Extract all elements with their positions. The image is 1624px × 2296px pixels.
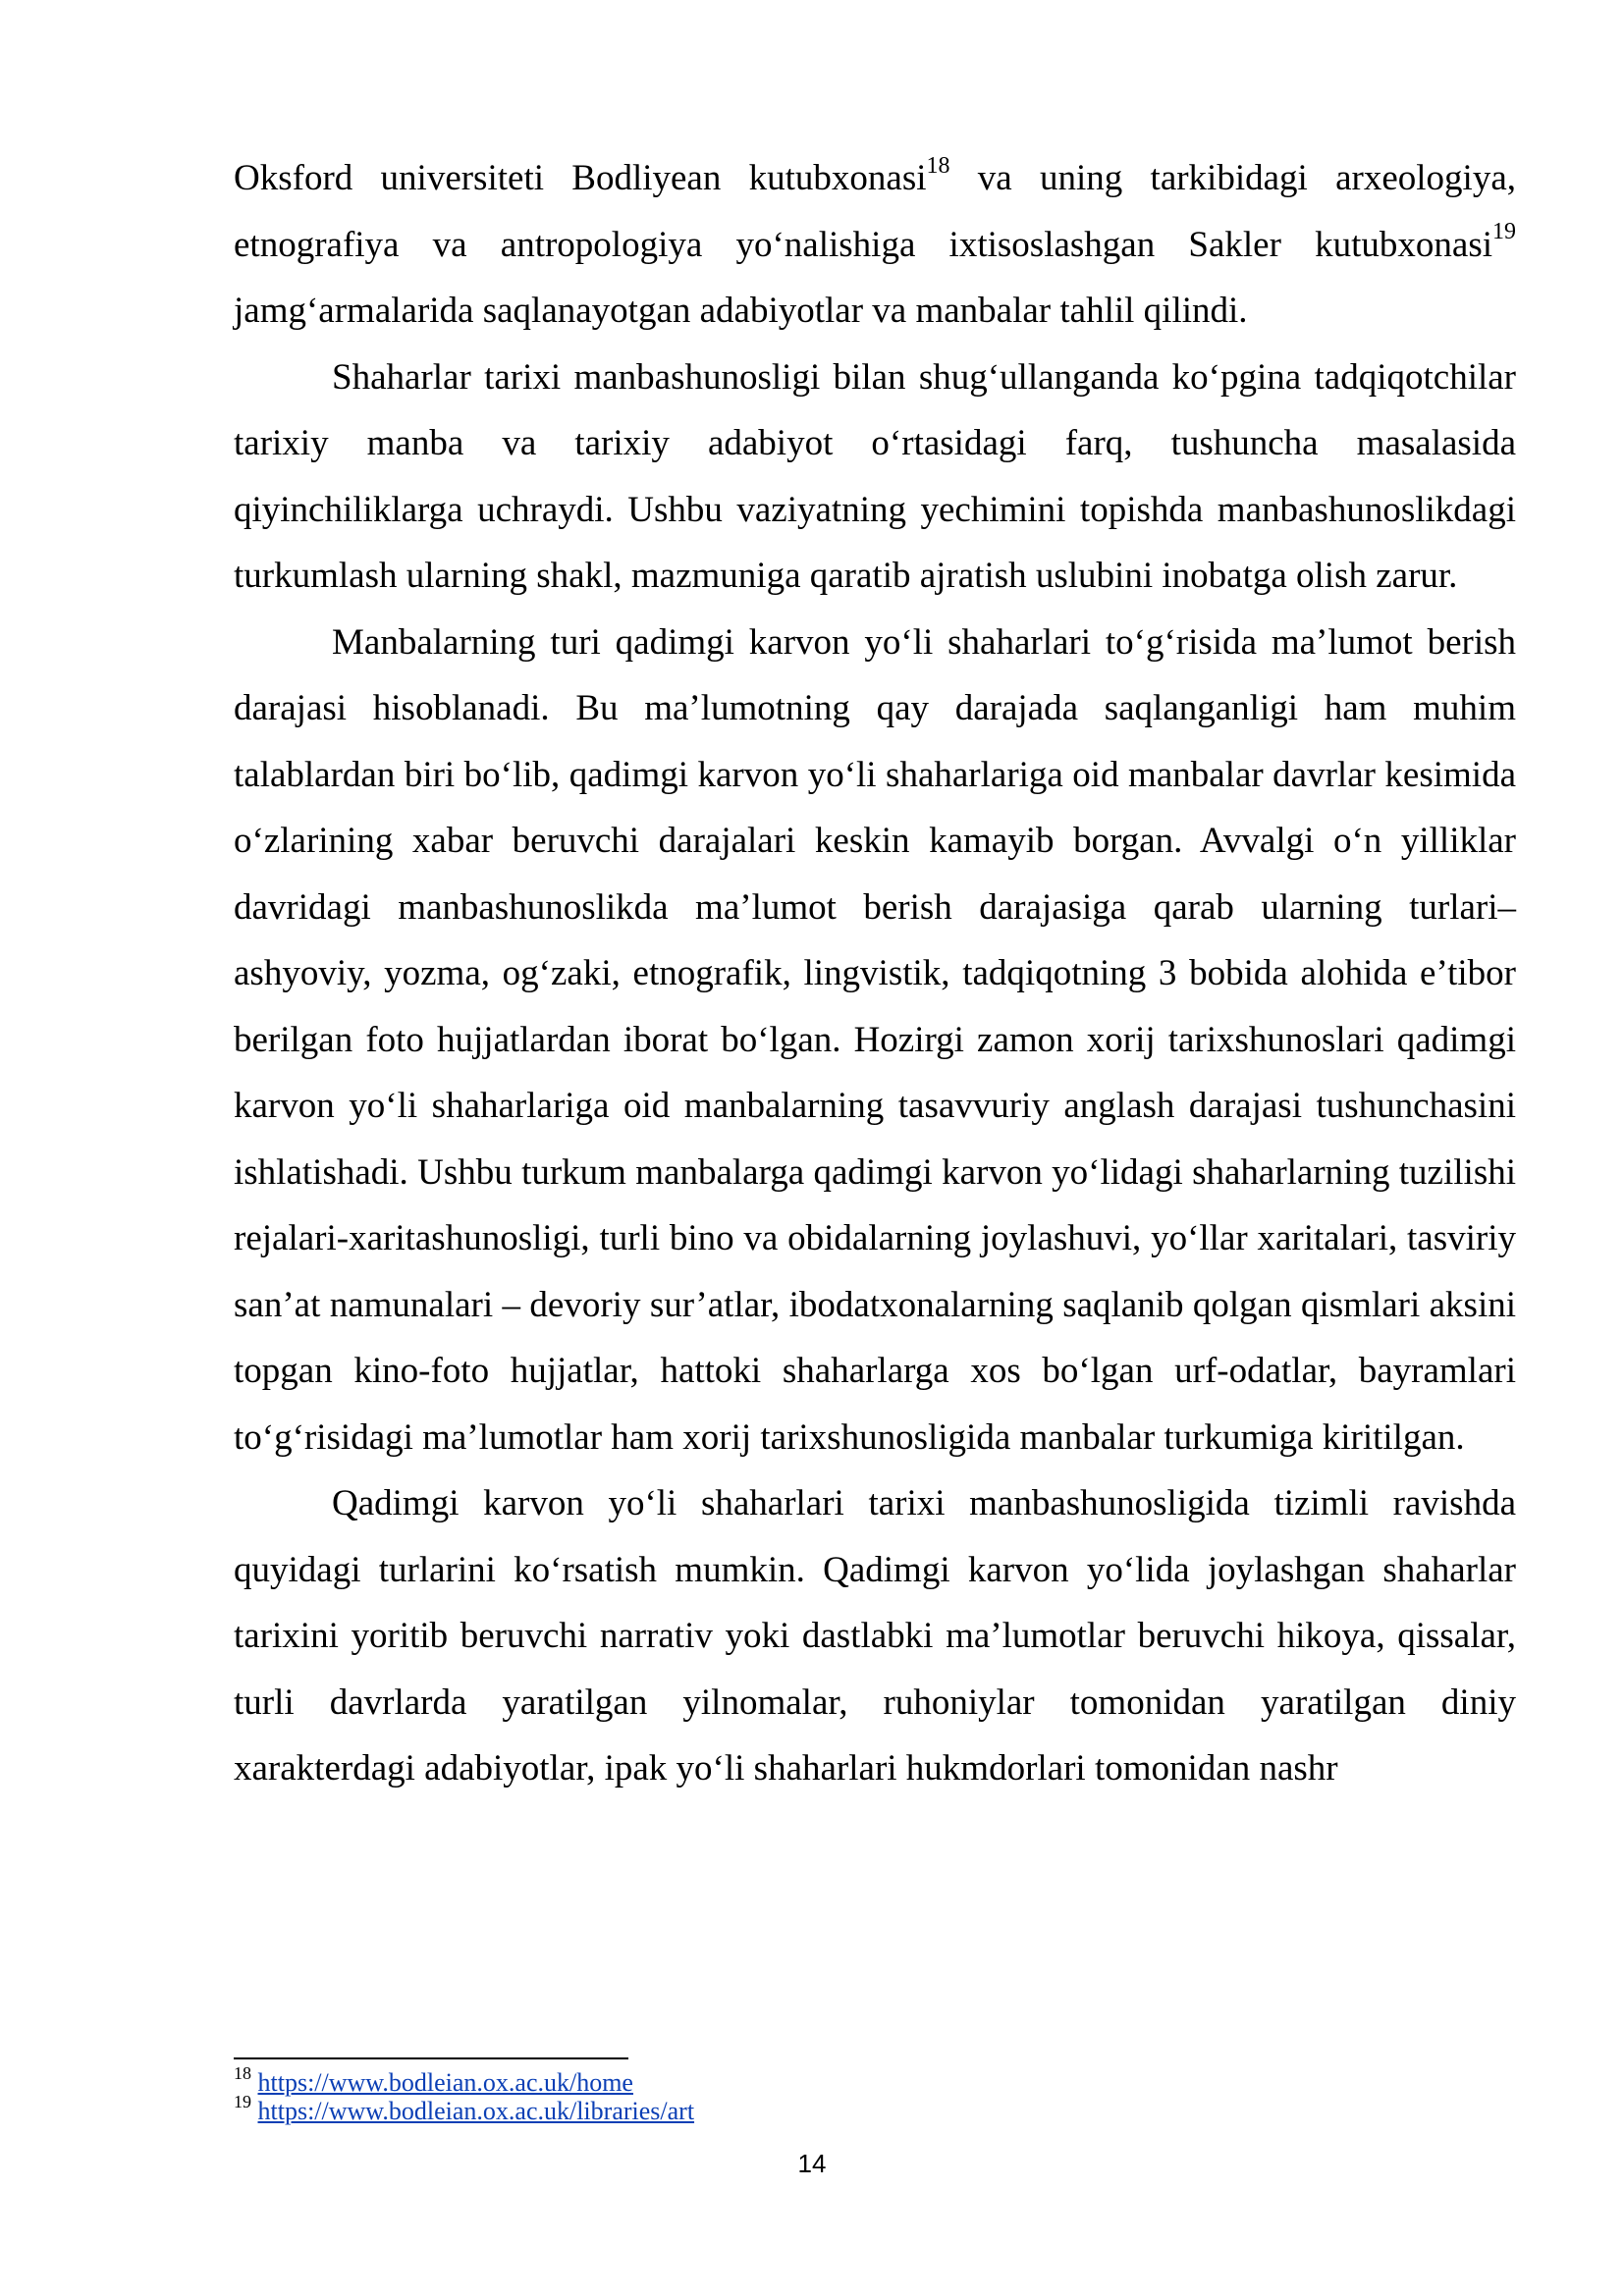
- paragraph-1-text-c: jamg‘armalarida saqlanayotgan adabiyotlar va manbalar tahlil qilindi.: [234, 291, 1248, 331]
- paragraph-3: Manbalarning turi qadimgi karvon yo‘li shaharlari to‘g‘risida ma’lumot berish darajasi hisoblanadi. Bu ma’lumotning qay darajada saqlanganligi ham muhim talablardan biri bo‘lib, qadimgi karvon yo‘li shaharlariga oid manbalar davrlar kesimida o‘zlarining xabar beruvchi darajalari keskin kamayib borgan. Avvalgi o‘n yilliklar davridagi manbashunoslikda ma’lumot berish darajasiga qarab ularning turlari– ashyoviy, yozma, og‘zaki, etnografik, lingvistik, tadqiqotning 3 bobida alohida e’tibor berilgan foto hujjatlardan iborat bo‘lgan. Hozirgi zamon xorij tarixshunoslari qadimgi karvon yo‘li shaharlariga oid manbalarning tasavvuriy anglash darajasi tushunchasini ishlatishadi. Ushbu turkum manbalarga qadimgi karvon yo‘lidagi shaharlarning tuzilishi rejalari-xaritashunosligi, turli bino va obidalarning joylashuvi, yo‘llar xaritalari, tasviriy san’at namunalari – devoriy sur’atlar, ibodatxonalarning saqlanib qolgan qismlari aksini topgan kino-foto hujjatlar, hattoki shaharlarga xos bo‘lgan urf-odatlar, bayramlari to‘g‘risidagi ma’lumotlar ham xorij tarixshunosligida manbalar turkumiga kiritilgan.: [234, 621, 1516, 1458]
- paragraph-1: [234, 145, 1516, 345]
- footnote-ref-19[interactable]: 19: [1492, 219, 1516, 245]
- footnote-number: 18: [234, 2063, 251, 2084]
- paragraph-1-text-a: Oksford universiteti Bodliyean kutubxonasi: [234, 158, 927, 198]
- footnote-link-18[interactable]: https://www.bodleian.ox.ac.uk/home: [257, 2068, 633, 2097]
- footnotes: [234, 2063, 1117, 2125]
- footnote-separator: [234, 2057, 628, 2059]
- paragraph-4: Qadimgi karvon yo‘li shaharlari tarixi manbashunosligida tizimli ravishda quyidagi turlarini ko‘rsatish mumkin. Qadimgi karvon yo‘lida joylashgan shaharlar tarixini yoritib beruvchi narrativ yoki dastlabki ma’lumotlar beruvchi hikoya, qissalar, turli davrlarda yaratilgan yilnomalar, ruhoniylar tomonidan yaratilgan diniy xarakterdagi adabiyotlar, ipak yo‘li shaharlari hukmdorlari tomonidan nashr: [234, 1483, 1516, 1789]
- footnote-ref-18[interactable]: 18: [926, 152, 950, 179]
- paragraph-2: Shaharlar tarixi manbashunosligi bilan shug‘ullanganda ko‘pgina tadqiqotchilar tarixiy manba va tarixiy adabiyot o‘rtasidagi farq, tushuncha masalasida qiyinchiliklarga uchraydi. Ushbu vaziyatning yechimini topishda manbashunoslikdagi turkumlash ularning shakl, mazmuniga qaratib ajratish uslubini inobatga olish zarur.: [234, 356, 1516, 596]
- body-text: [234, 145, 1516, 1802]
- footnote-18: [234, 2063, 1117, 2097]
- page-number: 14: [797, 2149, 827, 2178]
- footnote-number: 19: [234, 2092, 251, 2112]
- paragraph-1-text-b: va uning tarkibidagi arxeologiya, etnografiya va antropologiya yo‘nalishiga ixtisoslashgan Sakler kutubxonasi: [234, 158, 1516, 265]
- footnote-link-19[interactable]: https://www.bodleian.ox.ac.uk/libraries/art: [257, 2097, 695, 2125]
- footnote-19: [234, 2092, 1117, 2125]
